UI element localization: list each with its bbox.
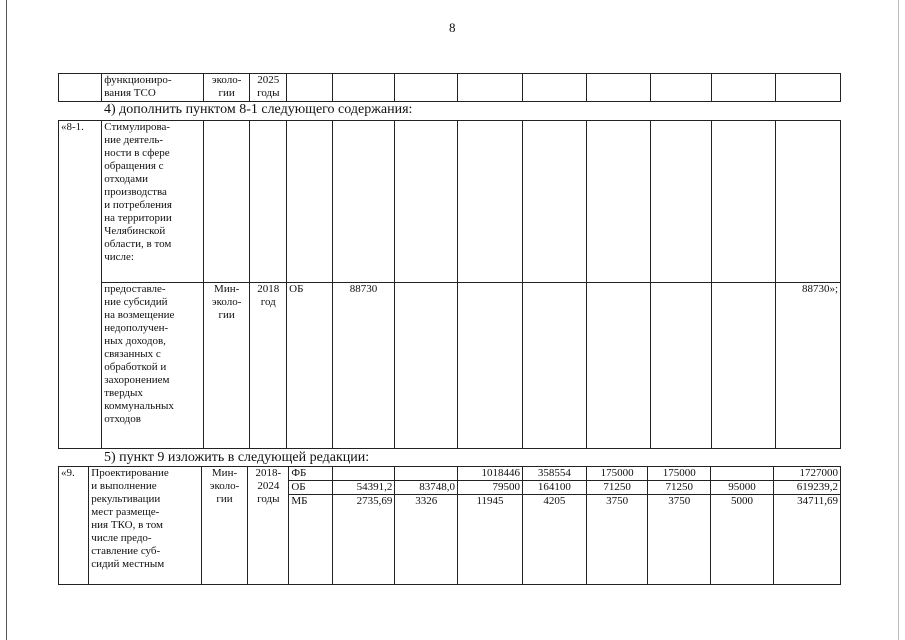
cell-line: на территории: [104, 212, 172, 224]
cell-line: годы: [257, 87, 280, 99]
cell-line: функциониро-: [104, 74, 172, 86]
heading-item-4: 4) дополнить пунктом 8-1 следующего содержания:: [104, 102, 413, 117]
total-cell: 619239,2: [773, 481, 840, 495]
cell-line: Мин-: [214, 283, 240, 295]
table-continuation: [58, 73, 841, 102]
value-cell: 11945: [458, 495, 523, 585]
cell-line: Челябинской: [104, 225, 166, 237]
value-cell: 71250: [648, 481, 711, 495]
cell-line: связанных с: [104, 348, 161, 360]
value-cell: [711, 467, 774, 481]
value-cell: 3750: [586, 495, 648, 585]
cell-line: отходов: [104, 413, 141, 425]
source-cell: ОБ: [289, 481, 332, 495]
value-cell: 164100: [522, 481, 586, 495]
value-cell: [395, 467, 458, 481]
cell-line: ных доходов,: [104, 335, 166, 347]
cell-line: гии: [218, 87, 235, 99]
value-cell: 1018446: [458, 467, 523, 481]
cell-line: области, в том: [104, 238, 172, 250]
table-row: [59, 467, 841, 481]
cell-line: мест размеще-: [91, 506, 160, 518]
cell-line: ние субсидий: [104, 296, 168, 308]
source-cell: ФБ: [289, 467, 332, 481]
value-cell: 3326: [395, 495, 458, 585]
cell-line: отходами: [104, 173, 149, 185]
cell-line: твердых: [104, 387, 143, 399]
cell-line: гии: [216, 493, 233, 505]
cell-line: Проектирование: [91, 467, 169, 479]
value-cell: 5000: [711, 495, 774, 585]
cell-line: 2018: [257, 283, 280, 295]
cell-line: 2018-: [255, 467, 282, 479]
value-cell: 175000: [586, 467, 648, 481]
value-cell: 3750: [648, 495, 711, 585]
value-cell: 79500: [458, 481, 523, 495]
cell-line: рекультивации: [91, 493, 161, 505]
cell-line: 2025: [257, 74, 280, 86]
cell-line: Мин-: [211, 467, 238, 479]
cell-line: предоставле-: [104, 283, 166, 295]
total-cell: 88730»;: [776, 283, 841, 449]
value-cell: 95000: [711, 481, 774, 495]
cell-line: производства: [104, 186, 167, 198]
table-row: [59, 121, 841, 283]
value-cell: [332, 467, 395, 481]
cell-line: сидий местным: [91, 558, 165, 570]
cell-line: числе:: [104, 251, 134, 263]
cell-line: ности в сфере: [104, 147, 170, 159]
left-page-edge: [6, 0, 7, 640]
cell-line: ние деятель-: [104, 134, 164, 146]
cell-line: и потребления: [104, 199, 172, 211]
table-item-8-1: [58, 120, 841, 449]
value-cell: 83748,0: [395, 481, 458, 495]
value-cell: 54391,2: [332, 481, 395, 495]
right-page-edge: [898, 0, 899, 640]
total-cell: 34711,69: [773, 495, 840, 585]
value-cell: 358554: [522, 467, 586, 481]
page-number: 8: [449, 20, 456, 35]
cell-line: вания ТСО: [104, 87, 156, 99]
cell-line: 2024: [257, 480, 280, 492]
value-cell: 4205: [522, 495, 586, 585]
cell-line: на возмещение: [104, 309, 175, 321]
cell-line: и выполнение: [91, 480, 157, 492]
cell-line: захоронением: [104, 374, 170, 386]
row-number: «9.: [59, 467, 89, 585]
row-number: «8-1.: [59, 121, 102, 449]
source-cell: ОБ: [287, 283, 332, 449]
cell-line: коммунальных: [104, 400, 174, 412]
value-cell: 71250: [586, 481, 648, 495]
value-cell: 175000: [648, 467, 711, 481]
cell-line: обращения с: [104, 160, 164, 172]
source-cell: МБ: [289, 495, 332, 585]
table-item-9: [58, 466, 841, 585]
cell-line: числе предо-: [91, 532, 152, 544]
heading-item-5: 5) пункт 9 изложить в следующей редакции:: [104, 450, 370, 465]
cell-line: ния ТКО, в том: [91, 519, 163, 531]
value-cell: 88730: [332, 283, 395, 449]
cell-line: год: [260, 296, 276, 308]
cell-line: эколо-: [209, 480, 240, 492]
cell-line: эколо-: [211, 296, 242, 308]
table-row: [59, 283, 841, 449]
cell-line: годы: [257, 493, 280, 505]
cell-line: недополучен-: [104, 322, 169, 334]
cell-line: эколо-: [211, 74, 242, 86]
cell-line: Стимулирова-: [104, 121, 171, 133]
cell-line: ставление суб-: [91, 545, 161, 557]
total-cell: 1727000: [773, 467, 840, 481]
value-cell: 2735,69: [332, 495, 395, 585]
cell-line: обработкой и: [104, 361, 167, 373]
cell-line: гии: [218, 309, 235, 321]
table-row: [59, 74, 841, 102]
